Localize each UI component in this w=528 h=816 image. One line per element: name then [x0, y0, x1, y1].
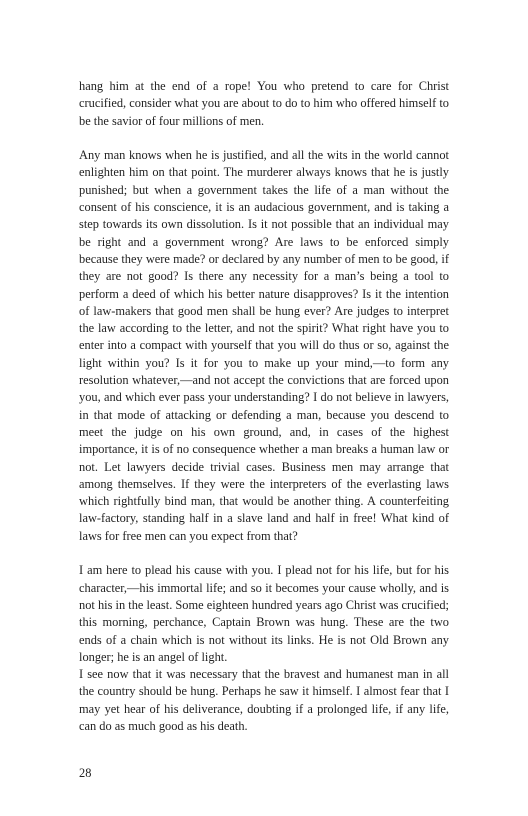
- paragraph-1: hang him at the end of a rope! You who pretend to care for Christ crucified, consider what you are about to do to him who offered himself to be the savior of four millions of men.: [79, 79, 449, 128]
- page-number: 28: [79, 766, 92, 780]
- paragraph-2: Any man knows when he is justified, and all the wits in the world cannot enlighten him on that point. The murderer always knows that he is justly punished; but when a government takes the life of a man without the consent of his conscience, it is an audacious government, and is taking a step towards its own dissolution. Is it not possible that an individual may be right and a government wrong? Are laws to be enforced simply because they were made? or declared by any number of men to be good, if they are not good? Is there any necessity for a man’s being a tool to perform a deed of which his better nature disapproves? Is it the intention of law-makers that good men shall be hung ever? Are judges to interpret the law according to the letter, and not the spirit? What right have you to enter into a compact with yourself that you will do thus or so, against the light within you? Is it for you to make up your mind,—to form any resolution whatever,—and not accept the convictions that are forced upon you, and which ever pass your understanding? I do not believe in lawyers, in that mode of attacking or defending a man, because you descend to meet the judge on his own ground, and, in cases of the highest importance, it is of no consequence whether a man breaks a human law or not. Let lawyers decide trivial cases. Business men may arrange that among themselves. If they were the interpreters of the everlasting laws which rightfully bind man, that would be another thing. A counterfeiting law-factory, standing half in a slave land and half in free! What kind of laws for free men can you expect from that?: [79, 148, 449, 543]
- body-text: [79, 78, 449, 735]
- paragraph-4: I see now that it was necessary that the bravest and humanest man in all the country should be hung. Perhaps he saw it himself. I almost fear that I may yet hear of his deliverance, doubting if a prolonged life, if any life, can do as much good as his death.: [79, 667, 449, 733]
- paragraph-3: I am here to plead his cause with you. I plead not for his life, but for his character,—his immortal life; and so it becomes your cause wholly, and is not his in the least. Some eighteen hundred years ago Christ was crucified; this morning, perchance, Captain Brown was hung. These are the two ends of a chain which is not without its links. He is not Old Brown any longer; he is an angel of light.: [79, 563, 449, 664]
